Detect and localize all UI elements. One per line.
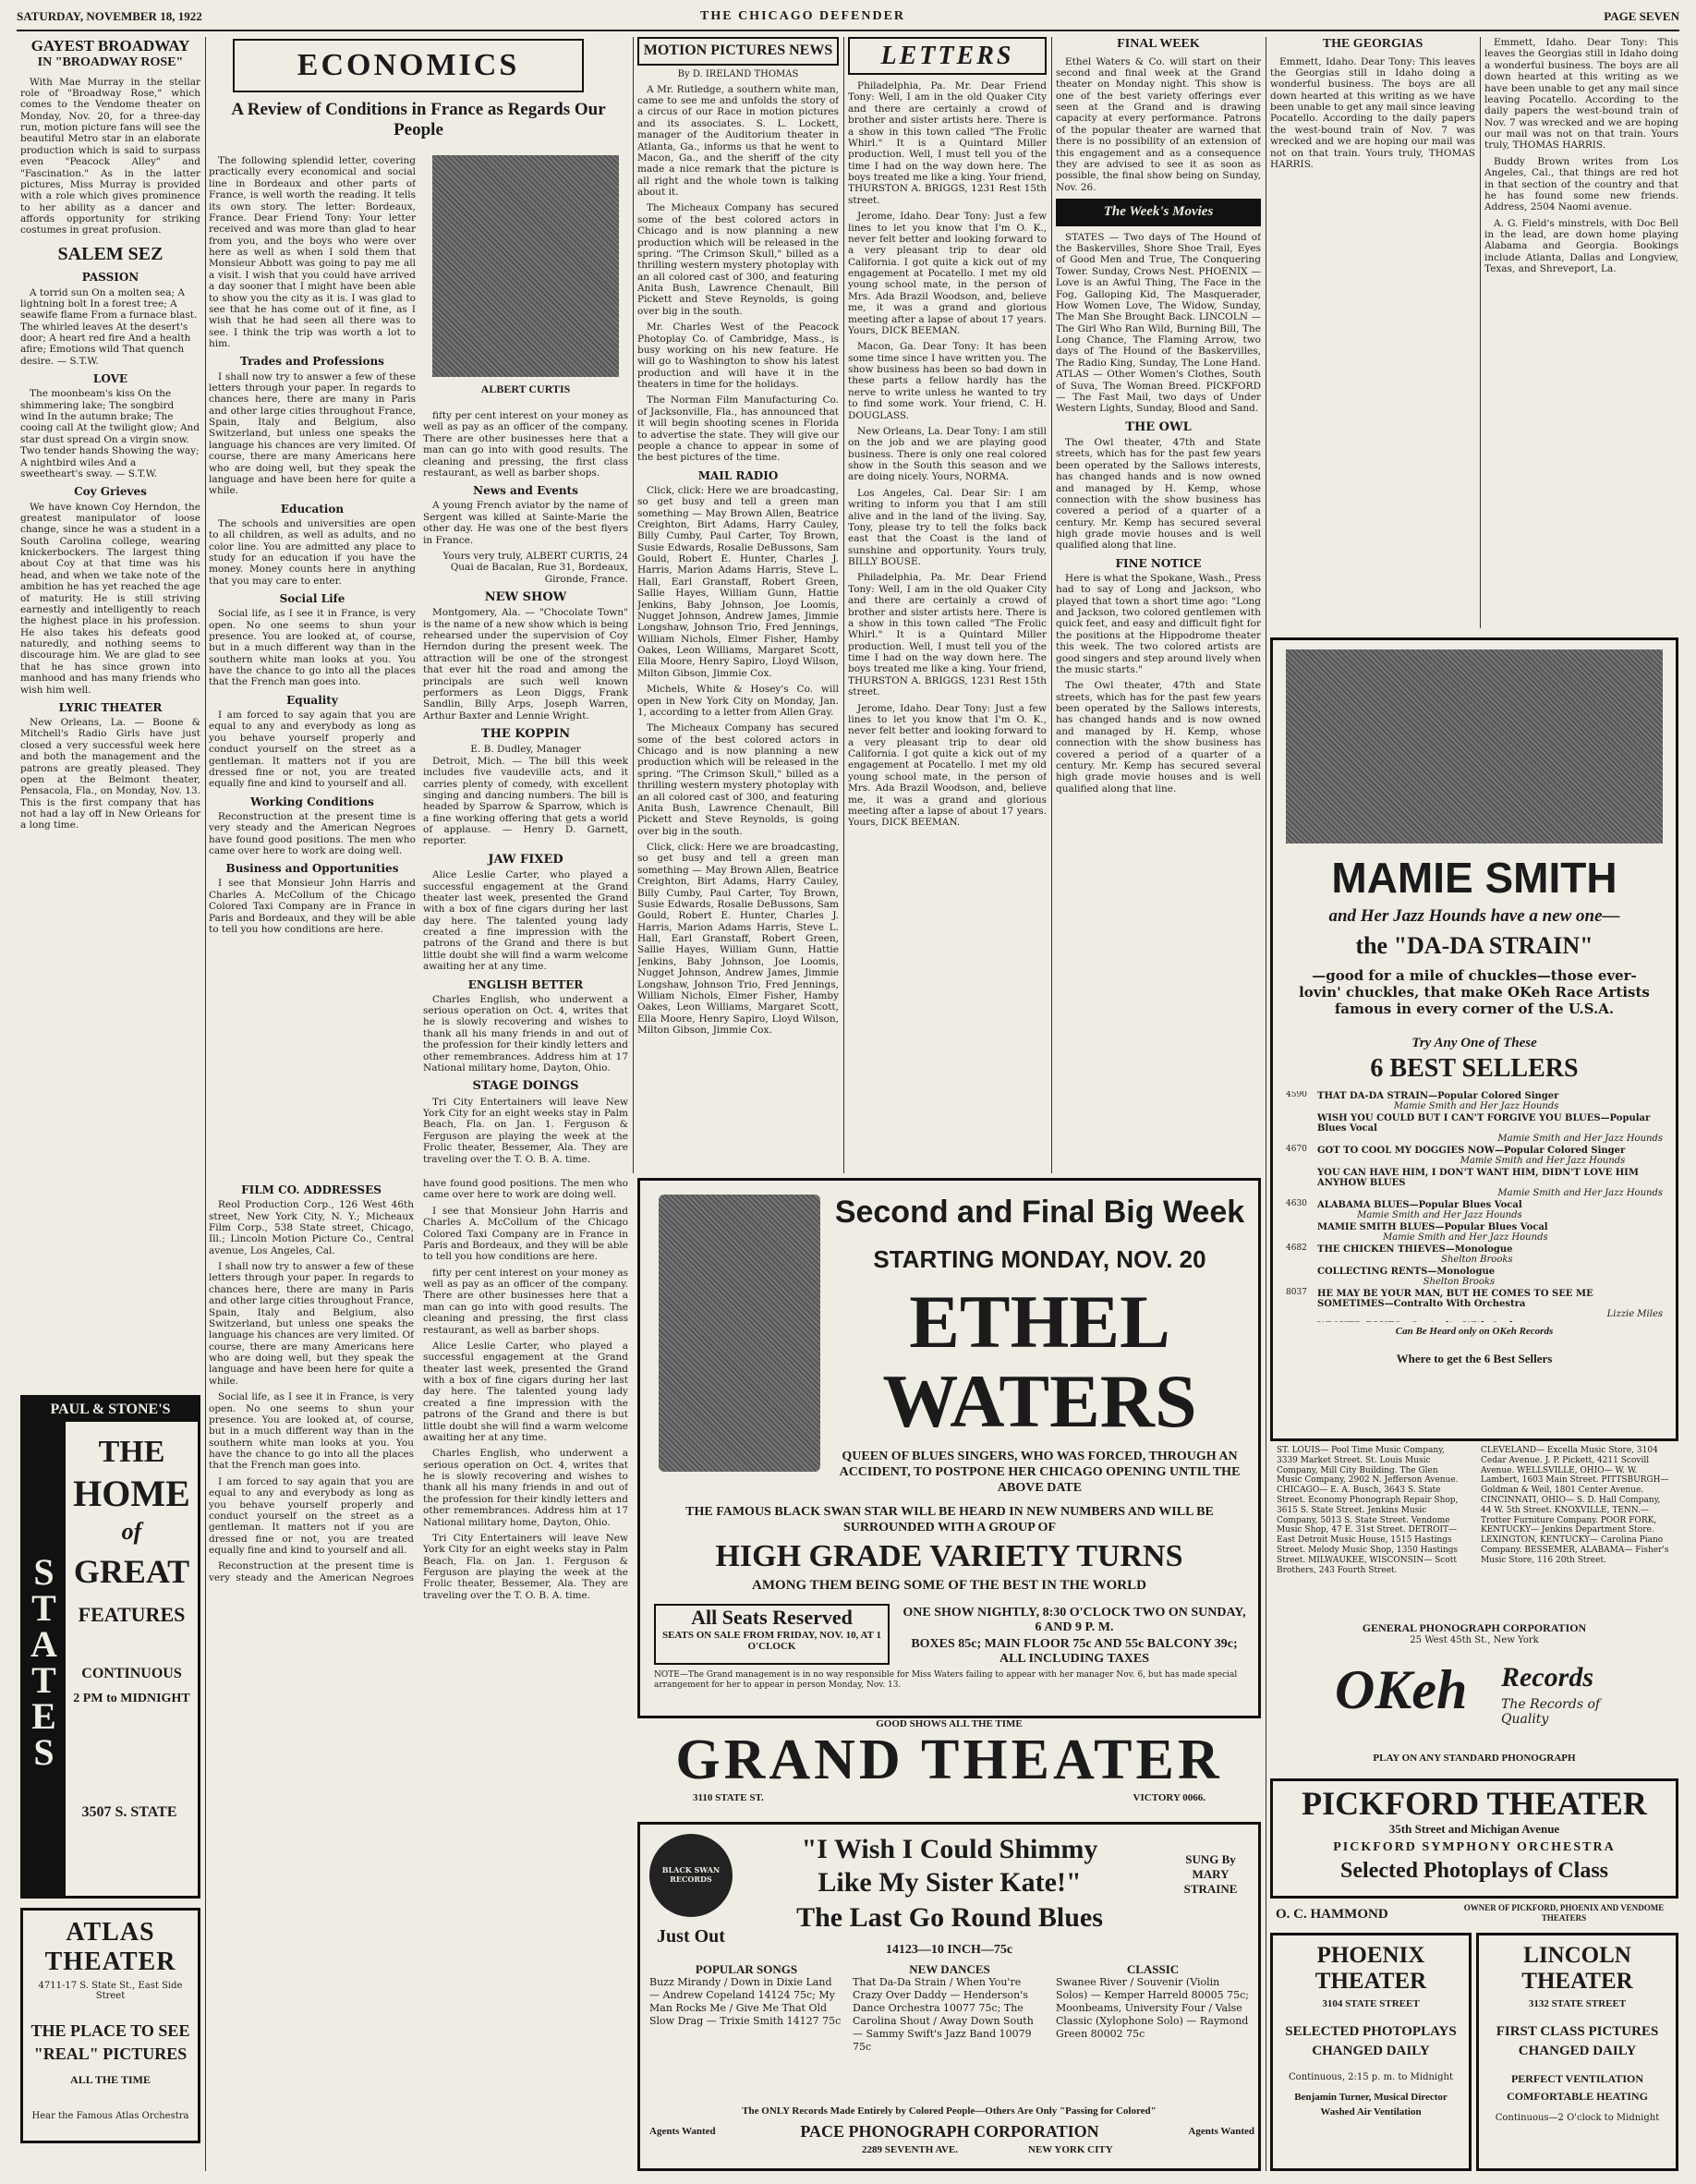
- article-text: Here is what the Spokane, Wash., Press had to say of Long and Jackson, who played that town a short time ago: "Long and Jackson, two colored gentlemen with quick feet, and easy and difficult fight for the positions at the Hippodrome theater this week. The two colored artists are good singers and step around lively when the music starts.": [1056, 572, 1261, 675]
- ad-black-swan: [637, 1822, 1261, 2171]
- headline-georgias: THE GEORGIAS: [1322, 37, 1423, 51]
- ad-line: Try Any One of These: [1411, 1036, 1537, 1050]
- ad-line: "REAL" PICTURES: [33, 2044, 188, 2063]
- record-body: [1317, 1244, 1513, 1265]
- record-entry: [1286, 1222, 1663, 1243]
- record-number: 4630: [1286, 1199, 1307, 1208]
- column-3: [423, 410, 628, 1177]
- record-title: THE CHICKEN THIEVES—Monologue: [1317, 1244, 1513, 1255]
- column-rule: [205, 37, 206, 2171]
- record-number: 8037: [1286, 1288, 1307, 1297]
- record-body: [1317, 1321, 1543, 1322]
- record-artist: Mamie Smith and Her Jazz Hounds: [1460, 1156, 1626, 1166]
- portrait-albert-curtis: [423, 155, 628, 403]
- corp-name: GENERAL PHONOGRAPH CORPORATION: [1362, 1621, 1587, 1634]
- record-body: [1317, 1200, 1522, 1220]
- subhead: THE KOPPIN: [480, 727, 571, 742]
- ad-title: ATLAS THEATER: [44, 1918, 176, 1976]
- headline-final-week: FINAL WEEK: [1117, 37, 1200, 51]
- record-number: 4682: [1286, 1244, 1307, 1253]
- article-text: I see that Monsieur John Harris and Charles A. McCollum of the Chicago Colored Taxi Company are in France in Paris and Bordeaux, and they will be able to tell you how conditions are here.: [423, 1205, 628, 1263]
- seats-title: All Seats Reserved: [691, 1606, 853, 1629]
- record-entry: [1286, 1168, 1663, 1198]
- portrait-caption: ALBERT CURTIS: [480, 382, 571, 395]
- ad-line: STARTING MONDAY, NOV. 20: [873, 1245, 1206, 1273]
- ad-headline: MAMIE SMITH: [1331, 854, 1617, 902]
- column-4: [637, 37, 839, 1173]
- record-entry: [1286, 1113, 1663, 1144]
- ad-line: FIRST CLASS PICTURES: [1496, 2024, 1659, 2039]
- grand-theater-name: GRAND THEATER: [675, 1729, 1223, 1791]
- column-2: [209, 155, 416, 1171]
- poem-text: A torrid sun On a molten sea; A lightning bolt In a forest tree; A seawife flame From a furnace blast. The whirled leaves At the desert's door; A heart red fire And a health afire; Emotions wild That quench desire. — S.T.W.: [20, 286, 198, 367]
- article-text: Reconstruction at the present time is very steady and the American Negroes have found good positions. The men who came over here to work are doing well.: [209, 1178, 628, 1583]
- dealer-list: [1273, 1446, 1676, 1621]
- letter-text: New Orleans, La. Dear Tony: I am still on the job and we are playing good business. There is only one real colored show in the South this season and we are doing nicely. Yours, NORMA.: [848, 425, 1047, 483]
- subhead: MAIL RADIO: [697, 468, 779, 482]
- article-text: The Owl theater, 47th and State streets, which has for the past few years been operated by the Sallows interests, has changed hands and is now owned and managed by H. Kemp, whose connection with the show business has covered a period of a quarter of a century. Mr. Kemp has secured several high grade movie houses and is well qualified along that line.: [1056, 680, 1261, 795]
- poem-title-passion: PASSION: [81, 271, 139, 285]
- ad-line: Selected Photoplays of Class: [1340, 1859, 1608, 1883]
- ad-line: PERFECT VENTILATION: [1510, 2072, 1644, 2085]
- economics-title-box: [233, 39, 584, 92]
- ad-title: PICKFORD THEATER: [1302, 1785, 1647, 1822]
- poem-text: The moonbeam's kiss On the shimmering lake; The songbird wind In the autumn brake; The cooing call At the twilight glow; And star dust spread On a virgin snow. Two tender hands Showing the way; A nightbird wiles And a sweetheart's sway. — S.T.W.: [20, 388, 200, 479]
- subhead: Working Conditions: [250, 795, 374, 808]
- ad-line: AMONG THEM BEING SOME OF THE BEST IN THE WORLD: [752, 1578, 1146, 1593]
- article-text: Alice Leslie Carter, who played a successful engagement at the Grand theater last week, presented the Grand with a box of fine cigars during her last day here. The talented young lady created a fine impression with the patrons of the Grand and there is but little doubt she will find a warm welcome awaiting her at any time.: [423, 1340, 628, 1443]
- article-text: Alice Leslie Carter, who played a successful engagement at the Grand theater last week, presented the Grand with a box of fine cigars during her last day here. The talented young lady created a fine impression with the patrons of the Grand and there is but little doubt she will find a warm welcome awaiting her at any time.: [423, 869, 628, 973]
- ad-line: Continuous—2 O'clock to Midnight: [1495, 2113, 1660, 2123]
- ad-atlas-theater: [20, 1908, 200, 2143]
- byline: E. B. Dudley, Manager: [470, 744, 581, 756]
- ad-side-word: STATES: [23, 1422, 66, 1896]
- column-7: [1270, 37, 1475, 628]
- record-title: WISH YOU COULD BUT I CAN'T FORGIVE YOU BLUES—Popular Blues Vocal: [1317, 1113, 1651, 1134]
- page-number: PAGE SEVEN: [1604, 9, 1679, 23]
- article-text: The following splendid letter, covering practically every economical and social line in Bordeaux and other parts of France, is well worth the reading. It tells its own story. The letter: Bordeaux, France. Dear Friend Tony: Your letter received and was more than glad to hear from you, and the boys who were over here as well as when I sold them that Monsieur Abbott was going to pay me all a visit. I wish that you could have arrived a day sooner that I might have been able to show you the city as it is. I was glad to see that he has come out of it fine, as I wish that he had seen all there was to see. I think the trip was worth a lot to him.: [209, 155, 416, 349]
- list-title: CLASSIC: [1126, 1963, 1180, 1976]
- article-text: STATES — Two days of The Hound of the Baskervilles, Shore Shoe Trail, Eyes of Good Men and True, The Conquering Tower. Sunday, Crows Nest. PHOENIX — Love is an Awful Thing, The Face in the Fog, Galloping Kid, The Masquerader, How Women Love, The Widow, Sunday, The Man She Brought Back. LINCOLN — The Girl Who Ran Wild, Burning Bill, The Long Chance, The Flaming Arrow, two days of The Hound of the Baskervilles, The Radio King, Sunday, The Lone Hand. ATLAS — Other Women's Clothes, South of Suva, The Woman Breed. PICKFORD — The Fast Mail, two days of Under Western Lights, Sunday, Blood and Sand.: [1056, 231, 1261, 415]
- pickford-footer: [1270, 1901, 1678, 1929]
- masthead: [17, 7, 1679, 28]
- article-text: Michels, White & Hosey's Co. will open in New York City on Monday, Jan. 1, according to a letter from Allen Gray.: [637, 684, 839, 718]
- song-title: The Last Go Round Blues: [796, 1902, 1103, 1933]
- ad-pickford-theater: [1270, 1778, 1678, 1899]
- record-body: [1317, 1091, 1558, 1111]
- article-text: Emmett, Idaho. Dear Tony: This leaves the Georgias still in Idaho doing a wonderful business. The boys are all down hearted at this writing as we have been unable to get any mail since leaving Pocatello. According to the daily papers the west-bound train of Nov. 7 was wrecked and we are hoping our mail was not on that train. Yours truly, THOMAS HARRIS.: [1484, 37, 1678, 152]
- record-artist: Lizzie Miles: [1606, 1309, 1663, 1319]
- theater-address: 3110 STATE ST.: [693, 1792, 764, 1803]
- ad-title: LINCOLN THEATER: [1521, 1943, 1633, 1994]
- article-text: A Mr. Rutledge, a southern white man, came to see me and unfolds the story of a circus of our Race in motion pictures and its associates. S. L. Lockett, manager of the Auditorium theater in Atlanta, Ga., informs us that he went to Macon, Ga., and the sheriff of the city made a nice remark that the picture is all right and the whole town is talking about it.: [637, 83, 839, 199]
- subhead: FILM CO. ADDRESSES: [241, 1183, 382, 1196]
- ad-line: Continuous, 2:15 p. m. to Midnight: [1289, 2072, 1453, 2082]
- ad-line: the "DA-DA STRAIN": [1355, 932, 1593, 959]
- ad-line: THE PLACE TO SEE: [30, 2021, 190, 2040]
- portrait-image: [432, 155, 619, 377]
- record-body: [1317, 1113, 1663, 1144]
- headline-gayest: GAYEST BROADWAY: [30, 37, 190, 55]
- article-text: A young French aviator by the name of Sergent was killed at Sainte-Marie the other day. He was one of the best flyers in France.: [423, 500, 628, 546]
- agents-wanted: Agents Wanted: [1188, 2126, 1254, 2137]
- ad-line: FEATURES: [78, 1603, 186, 1626]
- ethel-waters-portrait: [659, 1195, 820, 1472]
- song-title: "I Wish I Could Shimmy: [801, 1834, 1098, 1864]
- ad-note: NOTE—The Grand management is in no way responsible for Miss Waters failing to appear with her manager Nov. 6, but has made special arrangement for her to appear in person Monday, Nov. 13.: [654, 1670, 1238, 1690]
- subhead: JAW FIXED: [488, 852, 563, 867]
- headline-economics: ECONOMICS: [297, 48, 520, 82]
- column-rule: [633, 37, 634, 1173]
- ad-line: QUEEN OF BLUES SINGERS, WHO WAS FORCED, THROUGH AN ACCIDENT, TO POSTPONE HER CHICAGO OPENING UNTIL THE ABOVE DATE: [839, 1450, 1241, 1495]
- record-artist: Mamie Smith and Her Jazz Hounds: [1393, 1101, 1559, 1111]
- headline-motion-pictures: MOTION PICTURES NEWS: [637, 37, 839, 66]
- ad-line: 2 PM to MIDNIGHT: [73, 1692, 190, 1705]
- letter-text: Philadelphia, Pa. Mr. Dear Friend Tony: Well, I am in the old Quaker City and there are certainly a crowd of brother and sister artists here. There is a show in this town called "The Frolic Whirl." It is a Quintard Miller production. Well, I must tell you of the time I had on the way down here. The boys treated me like a king. Your friend, THURSTON A. BRIGGS, 1231 Rest 15th street.: [848, 80, 1047, 206]
- subhead: Social Life: [279, 592, 345, 606]
- ad-line: PICKFORD SYMPHONY ORCHESTRA: [1333, 1840, 1616, 1854]
- ad-address: 3132 STATE STREET: [1528, 1998, 1627, 2009]
- article-text: The schools and universities are open to all children, as well as adults, and no color line. You are admitted any place to study for an education if you have the money. Money counts here in anything that you may care to enter.: [209, 517, 416, 587]
- okeh-slogan: The Records of Quality: [1501, 1697, 1601, 1727]
- headline-letters: LETTERS: [848, 37, 1047, 75]
- ad-line: of: [121, 1518, 142, 1545]
- list-title: POPULAR SONGS: [695, 1963, 798, 1976]
- new-dances: [853, 1963, 1047, 2102]
- list-text: That Da-Da Strain / When You're Crazy Over Daddy — Henderson's Dance Orchestra 10077 75c; The Carolina Shout / Away Down South — Sammy Swift's Jazz Band 10079 75c: [853, 1976, 1034, 2053]
- record-title: MAMIE SMITH BLUES—Popular Blues Vocal: [1317, 1222, 1548, 1232]
- article-text: The Micheaux Company has secured some of the best colored actors in Chicago and is now planning a new production which will be released in the spring. "The Crimson Skull," billed as a thrilling western mystery photoplay with an all colored cast of 300, and featuring Anita Bush, Lawrence Chenault, Bill Pickett and Steve Reynolds, is going over big in the south.: [637, 202, 839, 317]
- record-artist: Mamie Smith and Her Jazz Hounds: [1497, 1134, 1663, 1144]
- masthead-rule: [17, 30, 1679, 31]
- record-number: [1286, 1321, 1317, 1322]
- article-text: Click, click: Here we are broadcasting, so get busy and tell a green man something — May Brown Allen, Beatrice Creighton, Birt Adams, Harry Cauley, Billy Cumby, Paul Carter, Toy Brown, Susie Edwards, Rosalie DeBussons, Sam Gould, Robert E. Hunter, Charles J. Harris, Marion Adams Harris, Steve L. Hall, Earl Granstaff, Robert Green, Sallie Hayes, William Gunn, Hattie Jenkins, Baby Johnson, Joe Loomis, Nugget Johnson, Andrew James, Jimmie Longshaw, Johnson Trio, Fred Jennings, William Nichols, Elmer Fisher, Hamby Oakes, Leon Williams, Margaret Scott, Ella Moore, Henry Sapiro, Lloyd Wilson, Milton Gibson, Jimmie Cox.: [637, 484, 839, 679]
- article-text: With Mae Murray in the stellar role of "Broadway Rose," which comes to the Vendome theater on Monday, Nov. 20, for a three-day run, motion picture fans will see the beautiful Metro star in an elaborate production which is said to surpass even "Peacock Alley" and "Fascination." As in the latter pictures, Miss Murray is provided with a role which gives prominence to her ability as a dancer and affords opportunity for striking costumes in great profusion.: [20, 76, 200, 237]
- article-text: fifty per cent interest on your money as well as pay as an officer of the company. There are other businesses here that a man can go into with good results. The cleaning and pressing, the first class restaurant, as well as barber shops.: [423, 1267, 628, 1336]
- letter-text: Macon, Ga. Dear Tony: It has been some time since I have written you. The show business has been so bad down in these parts a fellow hardly has the nerve to write unless he wanted to try to find some work. Your friend, C. H. DOUGLASS.: [848, 341, 1047, 421]
- ad-note: Can Be Heard only on OKeh Records: [1395, 1326, 1554, 1337]
- article-text: Click, click: Here we are broadcasting, so get busy and tell a green man something — May Brown Allen, Beatrice Creighton, Birt Adams, Harry Cauley, Billy Cumby, Paul Carter, Toy Brown, Susie Edwards, Rosalie DeBussons, Sam Gould, Robert E. Hunter, Charles J. Harris, Marion Adams Harris, Steve L. Hall, Earl Granstaff, Robert Green, Sallie Hayes, William Gunn, Hattie Jenkins, Baby Johnson, Joe Loomis, Nugget Johnson, Andrew James, Jimmie Longshaw, Johnson Trio, Fred Jennings, William Nichols, Elmer Fisher, Hamby Oakes, Leon Williams, Margaret Scott, Ella Moore, Henry Sapiro, Lloyd Wilson, Milton Gibson, Jimmie Cox.: [637, 842, 839, 1037]
- record-number: [1286, 1267, 1317, 1287]
- subhead: Education: [280, 502, 345, 516]
- ad-top-label: PAUL & STONE'S: [23, 1398, 198, 1422]
- subhead: FINE NOTICE: [1115, 556, 1202, 570]
- record-body: [1317, 1168, 1663, 1198]
- record-body: [1317, 1222, 1548, 1243]
- ad-line: GREAT: [73, 1553, 190, 1590]
- record-entry: [1286, 1321, 1663, 1322]
- corp-address: 25 West 45th St., New York: [1410, 1635, 1539, 1645]
- black-swan-logo: [649, 1834, 733, 1917]
- ad-line: The ONLY Records Made Entirely by Colored People—Others Are Only "Passing for Colored": [742, 2105, 1157, 2117]
- ad-line: THE: [98, 1435, 165, 1469]
- article-text: The Micheaux Company has secured some of the best colored actors in Chicago and is now planning a new production which will be released in the spring. "The Crimson Skull," billed as a thrilling western mystery photoplay with an all colored cast of 300, and featuring Anita Bush, Lawrence Chenault, Bill Pickett and Steve Reynolds, is going over big in the south.: [637, 722, 839, 837]
- article-text: Tri City Entertainers will leave New York City for an eight weeks stay in Palm Beach, Fla. on Jan. 1. Ferguson & Ferguson are playing the week at the Frolic theater, Bessemer, Ala. They are traveling over the T. O. B. A. time.: [423, 1532, 628, 1601]
- record-title: [1317, 1321, 1543, 1322]
- theater-phone: VICTORY 0066.: [1133, 1792, 1205, 1803]
- article-text: New Orleans, La. — Boone & Mitchell's Radio Girls have just closed a very successful week here and both the management and the patrons are greatly pleased. They open at the Belmont theater, Pensacola, Fla., on Monday, Nov. 13. This is the first company that has not had a lay off in New Orleans for a long time.: [20, 717, 200, 831]
- subheadline-economics: A Review of Conditions in France as Regards Our People: [231, 100, 606, 140]
- column-8: [1484, 37, 1678, 628]
- record-number: 4590: [1286, 1091, 1307, 1099]
- ad-name: WATERS: [882, 1362, 1197, 1441]
- article-text: Buddy Brown writes from Los Angeles, Cal., that things are red hot in that section of the country and that he has found some new friends. Address, 2504 Naomi avenue.: [1484, 155, 1678, 213]
- subhead: THE OWL: [1125, 419, 1192, 434]
- letter-text: Philadelphia, Pa. Mr. Dear Friend Tony: Well, I am in the old Quaker City and there are certainly a crowd of brother and sister artists here. There is a show in this town called "The Frolic Whirl." It is a Quintard Miller production. Well, I must tell you of the time I had on the way down here. The boys treated me like a king. Your friend, THURSTON A. BRIGGS, 1231 Rest 15th street.: [848, 572, 1047, 698]
- subhead: Business and Opportunities: [225, 862, 399, 876]
- corp-name: PACE PHONOGRAPH CORPORATION: [800, 2122, 1099, 2141]
- record-title: COLLECTING RENTS—Monologue: [1317, 1267, 1496, 1277]
- grand-theater-banner: [637, 1718, 1261, 1820]
- ad-lincoln-theater: [1476, 1933, 1678, 2171]
- paper-name: THE CHICAGO DEFENDER: [700, 9, 906, 23]
- record-title: GOT TO COOL MY DOGGIES NOW—Popular Colored Singer: [1317, 1146, 1626, 1156]
- ad-address: 3507 S. STATE: [81, 1804, 177, 1820]
- headline-salem-sez: SALEM SEZ: [57, 243, 164, 264]
- article-text: Tri City Entertainers will leave New York City for an eight weeks stay in Palm Beach, Fla. on Jan. 1. Ferguson & Ferguson are playing the week at the Frolic theater, Bessemer, Ala. They are traveling over the T. O. B. A. time.: [423, 1096, 628, 1165]
- agents-wanted: Agents Wanted: [649, 2126, 716, 2137]
- subhead: Trades and Professions: [240, 355, 384, 369]
- ad-line: Benjamin Turner, Musical Director: [1294, 2092, 1448, 2103]
- subhead: NEW SHOW: [484, 590, 567, 605]
- ad-line: THE FAMOUS BLACK SWAN STAR WILL BE HEARD IN NEW NUMBERS AND WILL BE SURROUNDED WITH A GROUP OF: [685, 1505, 1214, 1535]
- catalog-number: 14123—10 INCH—75c: [885, 1943, 1013, 1957]
- article-text: Detroit, Mich. — The bill this week includes five vaudeville acts, and it carries plenty of comedy, with excellent singing and dancing numbers. The bill is headed by Sparrow & Sparrow, which is a fine working offering that gets a world of applause. — Henry D. Garnett, reporter.: [423, 755, 628, 847]
- subhead-lyric: LYRIC THEATER: [58, 700, 163, 714]
- issue-date: SATURDAY, NOVEMBER 18, 1922: [17, 9, 202, 23]
- article-text: We have known Coy Herndon, the greatest manipulator of loose change, since he was a student in a South Carolina college, wearing knickerbockers. The largest thing about Coy at that time was his head, and when we take note of the ambition he has yet reached the age of maturity. He is still striving earnestly and intelligently to reach the highest place in his profession. He also takes his defeats good naturedly, and nothing seems to discourage him. We are glad to see that he has since grown into manhood and has many friends who wish him well.: [20, 501, 200, 696]
- seats-box: [654, 1604, 890, 1665]
- subhead: ENGLISH BETTER: [467, 977, 584, 991]
- record-entry: [1286, 1200, 1663, 1220]
- headline-broadway-rose: IN "BROADWAY ROSE": [37, 55, 184, 70]
- ad-line: PLAY ON ANY STANDARD PHONOGRAPH: [1373, 1753, 1576, 1764]
- just-out: Just Out: [657, 1926, 725, 1947]
- record-artist: Mamie Smith and Her Jazz Hounds: [1357, 1210, 1522, 1220]
- record-entry: [1286, 1289, 1663, 1319]
- economics-continued: [209, 1178, 628, 2171]
- subhead: News and Events: [473, 484, 578, 498]
- ad-line: 6 BEST SELLERS: [1370, 1054, 1579, 1083]
- okeh-logo-block: [1270, 1621, 1678, 1774]
- ad-line: COMFORTABLE HEATING: [1507, 2090, 1648, 2103]
- article-text: fifty per cent interest on your money as well as pay as an officer of the company. There are other businesses here that a man can go into with good results. The cleaning and pressing, the first class restaurant, as well as barber shops.: [423, 410, 628, 479]
- record-title: HE MAY BE YOUR MAN, BUT HE COMES TO SEE ME SOMETIMES—Contralto With Orchestra: [1317, 1289, 1593, 1309]
- record-title: YOU CAN HAVE HIM, I DON'T WANT HIM, DIDN'T LOVE HIM ANYHOW BLUES: [1317, 1168, 1639, 1188]
- article-text: I see that Monsieur John Harris and Charles A. McCollum of the Chicago Colored Taxi Company are in France in Paris and Bordeaux, and they will be able to tell you how conditions are here.: [209, 878, 416, 935]
- ad-line: HIGH GRADE VARIETY TURNS: [715, 1539, 1183, 1573]
- classic: [1056, 1963, 1250, 2102]
- logo-label: BLACK SWAN RECORDS: [661, 1865, 721, 1884]
- article-text: The Norman Film Manufacturing Co. of Jacksonville, Fla., has announced that it will begin shooting scenes in Florida to advertise the state. They will give our people a chance to appear in some of the best pictures of the time.: [637, 394, 839, 464]
- manager-name: O. C. HAMMOND: [1276, 1907, 1388, 1922]
- column-5: [848, 37, 1047, 1173]
- record-artist: Shelton Brooks: [1423, 1277, 1496, 1287]
- corp-city: NEW YORK CITY: [1028, 2144, 1113, 2155]
- subhead-coy: Coy Grieves: [74, 485, 147, 499]
- list-title: NEW DANCES: [909, 1963, 990, 1976]
- record-artist: Mamie Smith and Her Jazz Hounds: [1497, 1188, 1663, 1198]
- article-text: I am forced to say again that you are equal to any and everybody as long as you behave yourself properly and conduct yourself on the street as a gentleman. It matters not if you are dressed fine or not, you are treated equally fine and kind to yourself and all.: [209, 710, 416, 790]
- signature: Yours very truly, ALBERT CURTIS, 24 Quai de Bacalan, Rue 31, Bordeaux, Gironde, France.: [442, 550, 628, 585]
- song-title: Like My Sister Kate!": [818, 1867, 1082, 1898]
- okeh-records-word: Records: [1501, 1662, 1593, 1693]
- list-text: Buzz Mirandy / Down in Dixie Land — Andrew Copeland 14124 75c; My Man Rocks Me / Give Me That Old Slow Drag — Trixie Smith 14127 75c: [649, 1976, 842, 2027]
- record-number: 4670: [1286, 1145, 1307, 1154]
- letter-text: Jerome, Idaho. Dear Tony: Just a few lines to let you know that I'm O. K., never felt better and looking forward to a very pleasant trip to dear old California. I got quite a kick out of my engagement at Pocatello. I met my old young school mate, in the person of Mrs. Ada Brazil Woodson, and, believe me, it was a grand and glorious meeting after a lapse of about 17 years. Yours, DICK BEEMAN.: [848, 702, 1047, 829]
- record-title: ALABAMA BLUES—Popular Blues Vocal: [1317, 1200, 1522, 1210]
- list-text: Swanee River / Souvenir (Violin Solos) — Kemper Harreld 80005 75c; Moonbeams, University Four / Valse Classic (Xylophone Solo) — Raymond Green 80002 75c: [1056, 1976, 1249, 2040]
- column-rule: [1051, 37, 1052, 1173]
- record-body: [1317, 1146, 1625, 1166]
- article-text: A. G. Field's minstrels, with Doc Bell in the lead, are down home playing Alabama and Georgia. Bookings include Atlanta, Dallas and Longview, Texas, and Shreveport, La.: [1484, 217, 1678, 275]
- article-text: Reol Production Corp., 126 West 46th street, New York City, N. Y.; Micheaux Film Corp., 538 State street, Chicago, Ill.; Lincoln Motion Picture Co., Central avenue, Los Angeles, Cal.: [209, 1199, 414, 1256]
- ad-title: PHOENIX THEATER: [1314, 1943, 1427, 1994]
- record-entry: [1286, 1267, 1663, 1287]
- ad-headline: Second and Final Big Week: [834, 1195, 1245, 1230]
- ad-phoenix-theater: [1270, 1933, 1472, 2171]
- column-1: [20, 37, 200, 1386]
- prices: BOXES 85c; MAIN FLOOR 75c AND 55c BALCONY 39c; ALL INCLUDING TAXES: [911, 1637, 1238, 1666]
- ad-address: 3104 STATE STREET: [1322, 1998, 1420, 2009]
- economics-header: [209, 39, 628, 150]
- article-text: Reconstruction at the present time is very steady and the American Negroes have found good positions. The men who came over here to work are doing well.: [209, 810, 416, 856]
- letter-text: Los Angeles, Cal. Dear Sir: I am writing to inform you that I am still alive and in the land of the living. Say, Tony, please try to tell the folks back east that the Coast is the land of sunshine and opportunity. Yours truly, BILLY BOUSE.: [848, 487, 1047, 568]
- singer: SUNG By MARY STRAINE: [1183, 1852, 1238, 1896]
- article-text: Montgomery, Ala. — "Chocolate Town" is the name of a new show which is being rehearsed under the supervision of Coy Herndon during the present week. The attraction will be one of the strongest that ever hit the road and among the principals are such well known performers as Leon Diggs, Frank Sandlin, Billy Arps, Joseph Warren, Arthur Baxter and Lennie Wright.: [423, 607, 628, 722]
- band-photo: [1286, 649, 1663, 843]
- byline: By D. IRELAND THOMAS: [677, 68, 799, 79]
- ad-line: —good for a mile of chuckles—those ever-lovin' chuckles, that make OKeh Race Artists famous in every corner of the U.S.A.: [1299, 967, 1650, 1017]
- column-rule: [1480, 37, 1481, 628]
- letter-text: Jerome, Idaho. Dear Tony: Just a few lines to let you know that I'm O. K., never felt better and looking forward to a very pleasant trip to dear old California. I got quite a kick out of my engagement at Pocatello. I met my old young school mate, in the person of Mrs. Ada Brazil Woodson, and, believe me, it was a grand and glorious meeting after a lapse of about 17 years. Yours, DICK BEEMAN.: [848, 211, 1047, 336]
- article-text: Social life, as I see it in France, is very open. No one seems to shun your presence. You are looked at, of course, but in a much different way than in the southern white man looks at you. You have the chance to go into all the places that the French man goes into.: [209, 608, 416, 688]
- record-entry: [1286, 1091, 1663, 1111]
- poem-title-love: LOVE: [92, 372, 128, 386]
- ad-ethel-waters: [637, 1178, 1261, 1718]
- ad-line: and Her Jazz Hounds have a new one—: [1328, 906, 1620, 926]
- record-title: THAT DA-DA STRAIN—Popular Colored Singer: [1317, 1091, 1559, 1101]
- ad-line: Where to get the 6 Best Sellers: [1396, 1352, 1553, 1365]
- dealers-left: ST. LOUIS— Pool Time Music Company, 3339 Market Street. St. Louis Music Company, Mill City Building. The Glen Music Company, 2902 N. Jefferson Avenue. CHICAGO— E. A. Busch, 3643 S. State Street. Economy Phonograph Repair Shop, 3615 S. State Street. Jenkins Music Company, 5013 S. State Street. Vendome Music Shop, 47 E. 31st Street. DETROIT— East Detroit Music House, 1515 Hastings Street. Melody Music Shop, 1350 Hastings Street. MILWAUKEE, WISCONSIN— Scott Brothers, 243 Fourth Street.: [1277, 1446, 1459, 1575]
- headline-weeks-movies: The Week's Movies: [1056, 199, 1261, 226]
- subhead: STAGE DOINGS: [472, 1079, 579, 1094]
- popular-songs: [649, 1963, 843, 2102]
- ad-line: CHANGED DAILY: [1518, 2044, 1637, 2058]
- ad-line: CONTINUOUS: [81, 1666, 182, 1681]
- ad-address: 4711-17 S. State St., East Side Street: [38, 1981, 183, 2001]
- ad-line: ALL THE TIME: [70, 2073, 151, 2086]
- record-number: [1286, 1113, 1317, 1144]
- article-text: Ethel Waters & Co. will start on their second and final week at the Grand theater on Monday night. This show is one of the best variety offerings ever seen at the Grand and is drawing capacity at every performance. Patrons of the popular theater are warned that there is no possibility of an extension of this engagement and as a consequence they are advised to see it as soon as possible, the final show being on Sunday, Nov. 26.: [1056, 55, 1261, 193]
- okeh-logo: OKeh: [1335, 1659, 1468, 1720]
- ad-line: SELECTED PHOTOPLAYS: [1285, 2024, 1457, 2039]
- ad-line: Hear the Famous Atlas Orchestra: [31, 2111, 189, 2121]
- article-text: I shall now try to answer a few of these letters through your paper. In regards to chances here, there are many in Paris and other large cities throughout France, Spain, Italy and Belgium, also Switzerland, but unless one speaks the language his chances are very limited. Of course, there are many Americans here who are doing well, but they speak the language and have been here for quite a while.: [209, 370, 416, 497]
- corp-address: 2289 SEVENTH AVE.: [862, 2144, 959, 2155]
- record-artist: Shelton Brooks: [1441, 1255, 1513, 1265]
- article-text: Mr. Charles West of the Peacock Photoplay Co. of Cambridge, Mass., is busy working on his new feature. He will go to Washington to show his latest production and will have it in the theaters in time for the holidays.: [637, 322, 839, 391]
- article-text: I shall now try to answer a few of these letters through your paper. In regards to chances here, there are many in Paris and other large cities throughout France, Spain, Italy and Belgium, also Switzerland, but unless one speaks the language his chances are very limited. Of course, there are many Americans here who are doing well, but they speak the language and have been here for quite a while.: [209, 1261, 414, 1387]
- column-rule: [843, 37, 844, 1173]
- ad-line: HOME: [73, 1474, 190, 1514]
- record-entry: [1286, 1146, 1663, 1166]
- show-times: ONE SHOW NIGHTLY, 8:30 O'CLOCK TWO ON SUNDAY, 6 AND 9 P. M.: [903, 1606, 1246, 1634]
- record-number: [1286, 1168, 1317, 1198]
- ad-address: 35th Street and Michigan Avenue: [1388, 1822, 1560, 1836]
- seats-info: SEATS ON SALE FROM FRIDAY, NOV. 10, AT 1 O'CLOCK: [661, 1630, 882, 1652]
- record-body: [1317, 1267, 1495, 1287]
- record-entry: [1286, 1244, 1663, 1265]
- dealers-right: CLEVELAND— Excella Music Store, 3104 Cedar Avenue. J. P. Pickett, 4211 Scovill Avenue. WELLSVILLE, OHIO— W. W. Lambert, 1603 Main Street. PITTSBURGH— Goldman & Weil, 1801 Center Avenue. CINCINNATI, OHIO— S. D. Hall Company, 44 W. 5th Street. KNOXVILLE, TENN.— Trotter Furniture Company. POOR FORK, KENTUCKY— Jenkins Department Store. LEXINGTON, KENTUCKY— Carolina Piano Company. BESSEMER, ALABAMA— Fisher's Music Store, 116 20th Street.: [1481, 1446, 1669, 1565]
- ad-line: GOOD SHOWS ALL THE TIME: [876, 1718, 1023, 1729]
- article-text: Charles English, who underwent a serious operation on Oct. 4, writes that he is slowly recovering and wishes to thank all his many friends in and out of the profession for their kindly letters and other remembrances. Address him at 17 National military home, Dayton, Ohio.: [423, 993, 628, 1074]
- article-text: Charles English, who underwent a serious operation on Oct. 4, writes that he is slowly recovering and wishes to thank all his many friends in and out of the profession for their kindly letters and other remembrances. Address him at 17 National military home, Dayton, Ohio.: [423, 1448, 628, 1528]
- ad-name: ETHEL: [909, 1282, 1170, 1362]
- record-body: [1317, 1289, 1663, 1319]
- subhead: Equality: [286, 693, 338, 707]
- column-6: [1056, 37, 1261, 1173]
- ad-states-theater: [20, 1395, 200, 1899]
- ad-line: CHANGED DAILY: [1312, 2044, 1430, 2058]
- record-artist: Mamie Smith and Her Jazz Hounds: [1383, 1232, 1548, 1243]
- ad-okeh-mamie-smith: [1270, 637, 1678, 1441]
- record-number: [1286, 1222, 1317, 1243]
- ad-line: Washed Air Ventilation: [1320, 2106, 1422, 2117]
- article-text: Social life, as I see it in France, is very open. No one seems to shun your presence. You are looked at, of course, but in a much different way than in the southern white man looks at you. You have the chance to go into all the places that the French man goes into.: [209, 1391, 414, 1472]
- article-text: Emmett, Idaho. Dear Tony: This leaves the Georgias still in Idaho doing a wonderful business. The boys are all down hearted at this writing as we have been unable to get any mail since leaving Pocatello. According to the daily papers the west-bound train of Nov. 7 was wrecked and we are hoping our mail was not on that train. Yours truly, THOMAS HARRIS.: [1270, 55, 1475, 170]
- owner-line: OWNER OF PICKFORD, PHOENIX AND VENDOME THEATERS: [1463, 1903, 1665, 1923]
- article-text: The Owl theater, 47th and State streets, which has for the past few years been operated by the Sallows interests, has changed hands and is now owned and managed by H. Kemp, whose connection with the show business has covered a period of a quarter of a century. Mr. Kemp has secured several high grade movie houses and is well qualified along that line.: [1056, 437, 1261, 552]
- record-list: [1286, 1091, 1663, 1322]
- article-text: I am forced to say again that you are equal to any and everybody as long as you behave yourself properly and conduct yourself on the street as a gentleman. It matters not if you are dressed fine or not, you are treated equally fine and kind to yourself and all.: [209, 1475, 414, 1557]
